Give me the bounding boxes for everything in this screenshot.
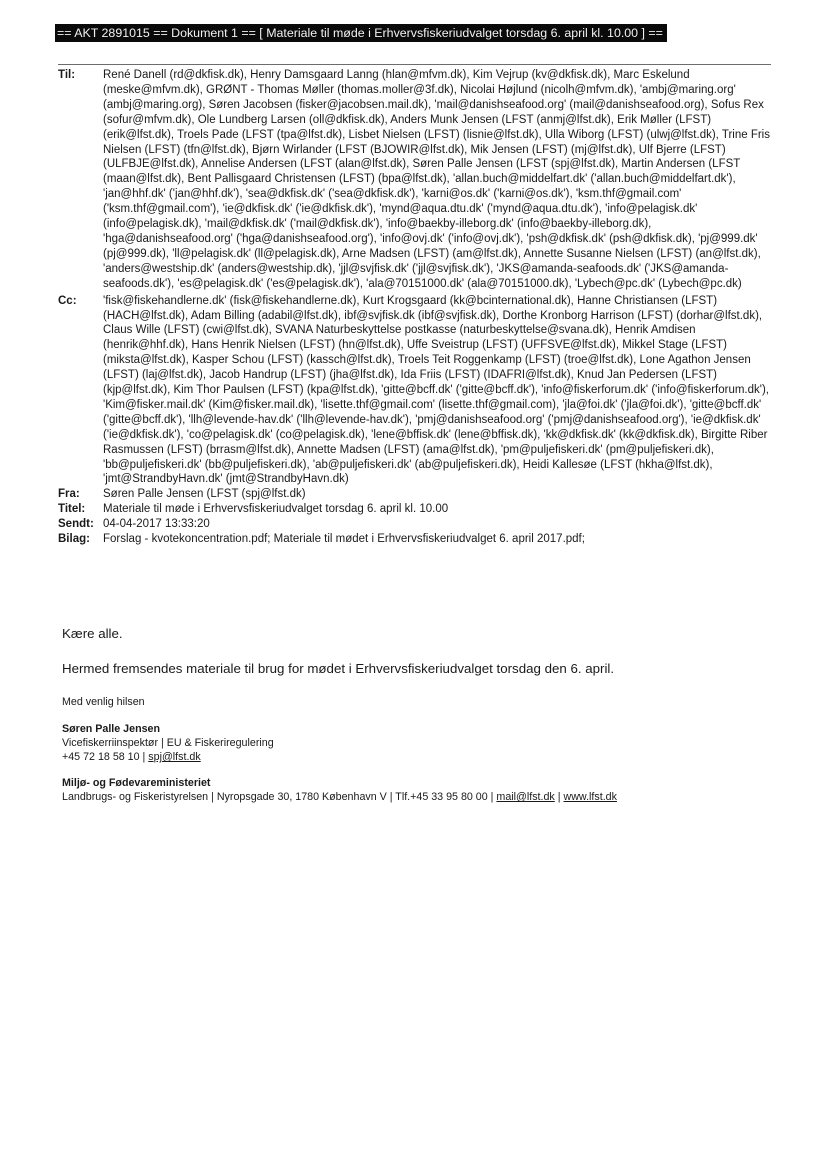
- organization: [62, 776, 762, 804]
- from-label: Fra:: [58, 488, 80, 501]
- sent-label: Sendt:: [58, 518, 94, 531]
- cc-label: Cc:: [58, 294, 77, 307]
- document-banner: == AKT 2891015 == Dokument 1 == [ Materiale til møde i Erhvervsfiskeriudvalget torsdag 6. april kl. 10.00 ] ==: [55, 24, 667, 42]
- signature-role: Vicefiskerriinspektør | EU & Fiskeriregulering: [62, 737, 274, 749]
- attachments-value[interactable]: Forslag - kvotekoncentration.pdf; Materiale til mødet i Erhvervsfiskeriudvalget 6. april 2017.pdf;: [103, 533, 585, 546]
- to-row: [58, 68, 771, 294]
- to-recipients: René Danell (rd@dkfisk.dk), Henry Damsgaard Lanng (hlan@mfvm.dk), Kim Vejrup (kv@dkfisk.dk), Marc Eskelund (meske@mfvm.dk), GRØNT - Thomas Møller (thomas.moller@3f.dk), Nicolai Højlund (nicolh@mfvm.dk), 'ambj@maring.org' (ambj@maring.org), Søren Jacobsen (fisker@jacobsen.mail.dk), 'mail@danishseafood.org' (mail@danishseafood.org), Sofus Rex (sofur@mfvm.dk), Ole Lundberg Larsen (oll@dkfisk.dk), Anders Munk Jensen (LFST (anmj@lfst.dk), Erik Møller (LFST) (erik@lfst.dk), Troels Pade (LFST (tpa@lfst.dk), Lisbet Nielsen (LFST) (lisnie@lfst.dk), Ulla Wiborg (LFST) (ulwj@lfst.dk), Trine Fris Nielsen (LFST) (tfn@lfst.dk), Bjørn Wirlander (LFST (BJOWIR@lfst.dk), Mik Jensen (LFST) (mj@lfst.dk), Ulf Bjerre (LFST) (ULFBJE@lfst.dk), Annelise Andersen (LFST (alan@lfst.dk), Søren Palle Jensen (LFST (spj@lfst.dk), Martin Andersen (LFST (maan@lfst.dk), Bent Pallisgaard Christensen (LFST) (bpa@lfst.dk), 'allan.buch@middelfart.dk' ('allan.buch@middelfart.dk'), 'jan@hhf.dk' ('jan@hhf.dk'), 'sea@dkfisk.dk' ('sea@dkfisk.dk'), 'karni@os.dk' ('karni@os.dk'), 'ksm.thf@gmail.com' ('ksm.thf@gmail.com'), 'ie@dkfisk.dk' ('ie@dkfisk.dk'), 'mynd@aqua.dtu.dk' ('mynd@aqua.dtu.dk'), 'info@pelagisk.dk' (info@pelagisk.dk), 'mail@dkfisk.dk' ('mail@dkfisk.dk'), 'info@baekby-illeborg.dk' (info@baekby-illeborg.dk), 'hga@danishseafood.org' ('hga@danishseafood.org'), 'info@ovj.dk' ('info@ovj.dk'), 'psh@dkfisk.dk' (psh@dkfisk.dk), 'pj@999.dk' (pj@999.dk), 'll@pelagisk.dk' (ll@pelagisk.dk), Arne Madsen (LFST) (am@lfst.dk), Annette Susanne Nielsen (LFST) (an@lfst.dk), 'anders@westship.dk' (anders@westship.dk), 'jjl@svjfisk.dk' ('jjl@svjfisk.dk'), 'JKS@amanda-seafoods.dk' ('JKS@amanda-seafoods.dk'), 'es@pelagisk.dk' ('es@pelagisk.dk'), 'ala@70151000.dk' (ala@70151000.dk), 'Lybech@pc.dk' (Lybech@pc.dk): [103, 69, 770, 290]
- body-paragraph: Hermed fremsendes materiale til brug for mødet i Erhvervsfiskeriudvalget torsdag den 6. april.: [62, 661, 615, 676]
- sent-value: 04-04-2017 13:33:20: [103, 518, 210, 531]
- signature: [62, 722, 762, 764]
- signature-email-link[interactable]: spj@lfst.dk: [148, 751, 201, 763]
- organization-contact: [62, 790, 762, 804]
- title-value: Materiale til møde i Erhvervsfiskeriudvalget torsdag 6. april kl. 10.00: [103, 503, 449, 516]
- organization-email-link[interactable]: mail@lfst.dk: [496, 791, 555, 803]
- organization-separator: |: [554, 791, 564, 803]
- from-value: Søren Palle Jensen (LFST (spj@lfst.dk): [103, 488, 306, 501]
- header-divider: [58, 64, 771, 65]
- signature-phone: +45 72 18 58 10 |: [62, 751, 149, 763]
- cc-recipients: 'fisk@fiskehandlerne.dk' (fisk@fiskehandlerne.dk), Kurt Krogsgaard (kk@bcinternational.dk), Hanne Christiansen (LFST) (HACH@lfst.dk), Adam Billing (adabil@lfst.dk), ibf@svjfisk.dk (ibf@svjfisk.dk), Dorthe Kronborg Harrison (LFST) (dorhar@lfst.dk), Claus Wille (LFST) (cwi@lfst.dk), SVANA Naturbeskyttelse postkasse (naturbeskyttelse@svana.dk), Henrik Amdisen (henrik@hhf.dk), Hans Henrik Nielsen (LFST) (hn@lfst.dk), Uffe Sveistrup (LFST) (UFFSVE@lfst.dk), Mikkel Stage (LFST) (miksta@lfst.dk), Kasper Schou (LFST) (kassch@lfst.dk), Troels Teit Roggenkamp (LFST) (troe@lfst.dk), Lone Agathon Jensen (LFST) (laj@lfst.dk), Jacob Handrup (LFST) (jha@lfst.dk), Ida Friis (LFST) (IDAFRI@lfst.dk), Knud Jan Pedersen (LFST) (kjp@lfst.dk), Kim Thor Paulsen (LFST) (kpa@lfst.dk), 'gitte@bcff.dk' ('gitte@bcff.dk'), 'info@fiskerforum.dk' ('info@fiskerforum.dk'), 'Kim@fisker.mail.dk' (Kim@fisker.mail.dk), 'lisette.thf@gmail.com' (lisette.thf@gmail.com), 'jla@foi.dk' ('jla@foi.dk'), 'gitte@bcff.dk' ('gitte@bcff.dk'), 'llh@levende-hav.dk' ('llh@levende-hav.dk'), 'pmj@danishseafood.org' ('pmj@danishseafood.org'), 'ie@dkfisk.dk' ('ie@dkfisk.dk'), 'co@pelagisk.dk' (co@pelagisk.dk), 'lene@bffisk.dk' (lene@bffisk.dk), 'kk@dkfisk.dk' (kk@dkfisk.dk), Birgitte Riber Rasmussen (LFST) (brrasm@lfst.dk), Annette Madsen (LFST) (ama@lfst.dk), 'pm@puljefiskeri.dk' (pm@puljefiskeri.dk), 'bb@puljefiskeri.dk' (bb@puljefiskeri.dk), 'ab@puljefiskeri.dk' (ab@puljefiskeri.dk), Heidi Kallesøe (LFST (hkha@lfst.dk), 'jmt@StrandbyHavn.dk' (jmt@StrandbyHavn.dk): [103, 294, 769, 486]
- email-header: [58, 68, 771, 547]
- organization-website-link[interactable]: www.lfst.dk: [563, 791, 617, 803]
- attachments-row: [58, 532, 771, 547]
- signature-name: Søren Palle Jensen: [62, 723, 161, 735]
- email-body: [62, 625, 762, 804]
- attachments-label: Bilag:: [58, 533, 90, 546]
- title-label: Titel:: [58, 503, 86, 516]
- from-row: [58, 487, 771, 502]
- cc-row: [58, 294, 771, 488]
- title-row: [58, 502, 771, 517]
- signature-contact: [62, 750, 762, 764]
- sent-row: [58, 517, 771, 532]
- organization-name: Miljø- og Fødevareministeriet: [62, 777, 211, 789]
- closing: Med venlig hilsen: [62, 696, 145, 708]
- greeting: Kære alle.: [62, 626, 123, 641]
- organization-address: Landbrugs- og Fiskeristyrelsen | Nyropsgade 30, 1780 København V | Tlf.+45 33 95 80 00 |: [62, 791, 497, 803]
- to-label: Til:: [58, 69, 76, 81]
